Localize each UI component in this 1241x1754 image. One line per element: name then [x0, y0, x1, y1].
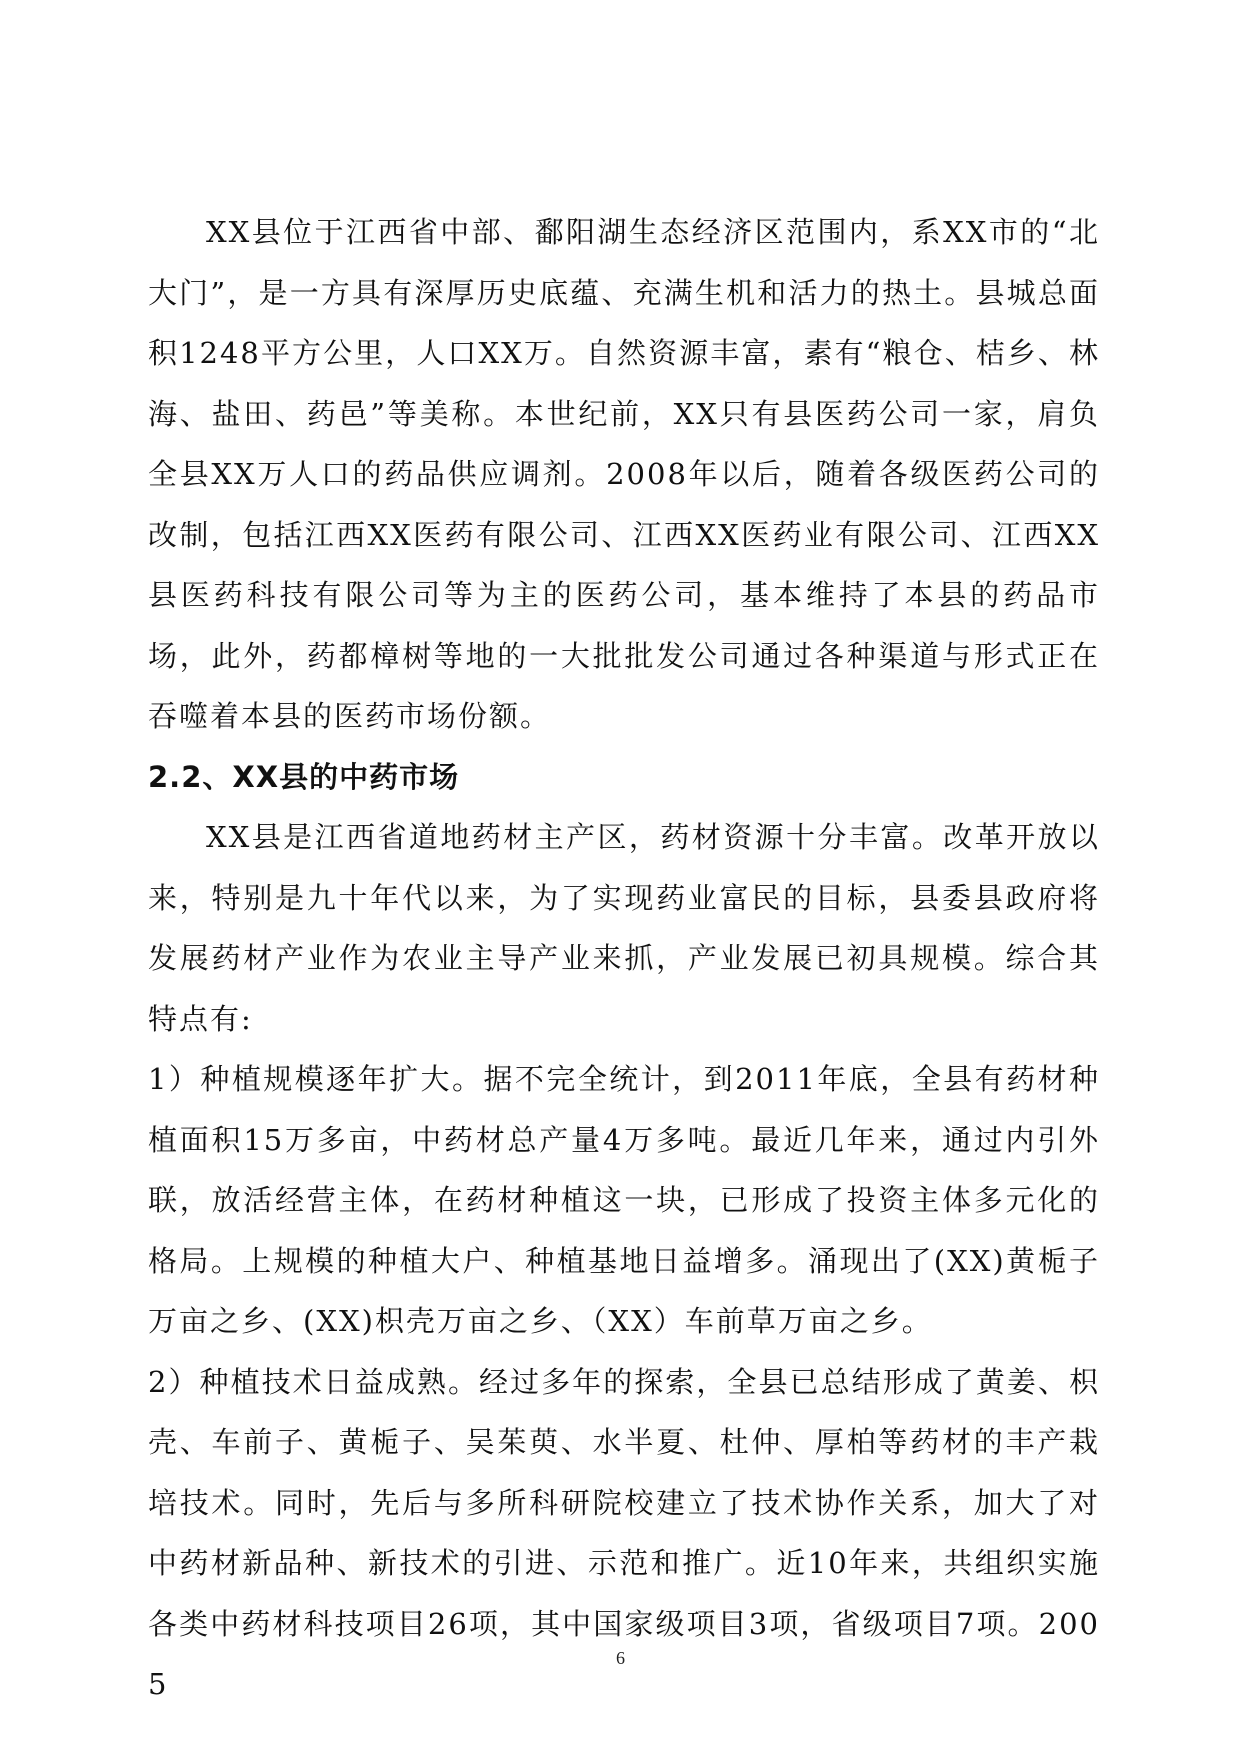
list-item: 1）种植规模逐年扩大。据不完全统计，到2011年底，全县有药材种植面积15万多亩，中药材总产量4万多吨。最近几年来，通过内引外联，放活经营主体，在药材种植这一块，已形成了投资主体多元化的格局。上规模的种植大户、种植基地日益增多。涌现出了(XX)黄栀子万亩之乡、(XX)枳壳万亩之乡、（XX）车前草万亩之乡。 — [148, 1062, 1100, 1338]
intro-paragraph: XX县位于江西省中部、鄱阳湖生态经济区范围内，系XX市的“北大门”，是一方具有深厚历史底蕴、充满生机和活力的热土。县城总面积1248平方公里，人口XX万。自然资源丰富，素有“粮仓、桔乡、林海、盐田、药邑”等美称。本世纪前，XX只有县医药公司一家，肩负全县XX万人口的药品供应调剂。2008年以后，随着各级医药公司的改制，包括江西XX医药有限公司、江西XX医药业有限公司、江西XX县医药科技有限公司等为主的医药公司，基本维持了本县的药品市场，此外，药都樟树等地的一大批批发公司通过各种渠道与形式正在吞噬着本县的医药市场份额。 — [148, 215, 1100, 733]
page-number: 6 — [616, 1648, 625, 1668]
body-paragraph: XX县是江西省道地药材主产区，药材资源十分丰富。改革开放以来，特别是九十年代以来，为了实现药业富民的目标，县委县政府将发展药材产业作为农业主导产业来抓，产业发展已初具规模。综合其特点有: — [148, 820, 1100, 1036]
list-item: 2）种植技术日益成熟。经过多年的探索，全县已总结形成了黄姜、枳壳、车前子、黄栀子、吴茱萸、水半夏、杜仲、厚柏等药材的丰产栽培技术。同时，先后与多所科研院校建立了技术协作关系，加大了对中药材新品种、新技术的引进、示范和推广。近10年来，共组织实施各类中药材科技项目26项，其中国家级项目3项，省级项目7项。2005 — [148, 1364, 1100, 1701]
section-heading: 2.2、XX县的中药市场 — [148, 759, 460, 794]
